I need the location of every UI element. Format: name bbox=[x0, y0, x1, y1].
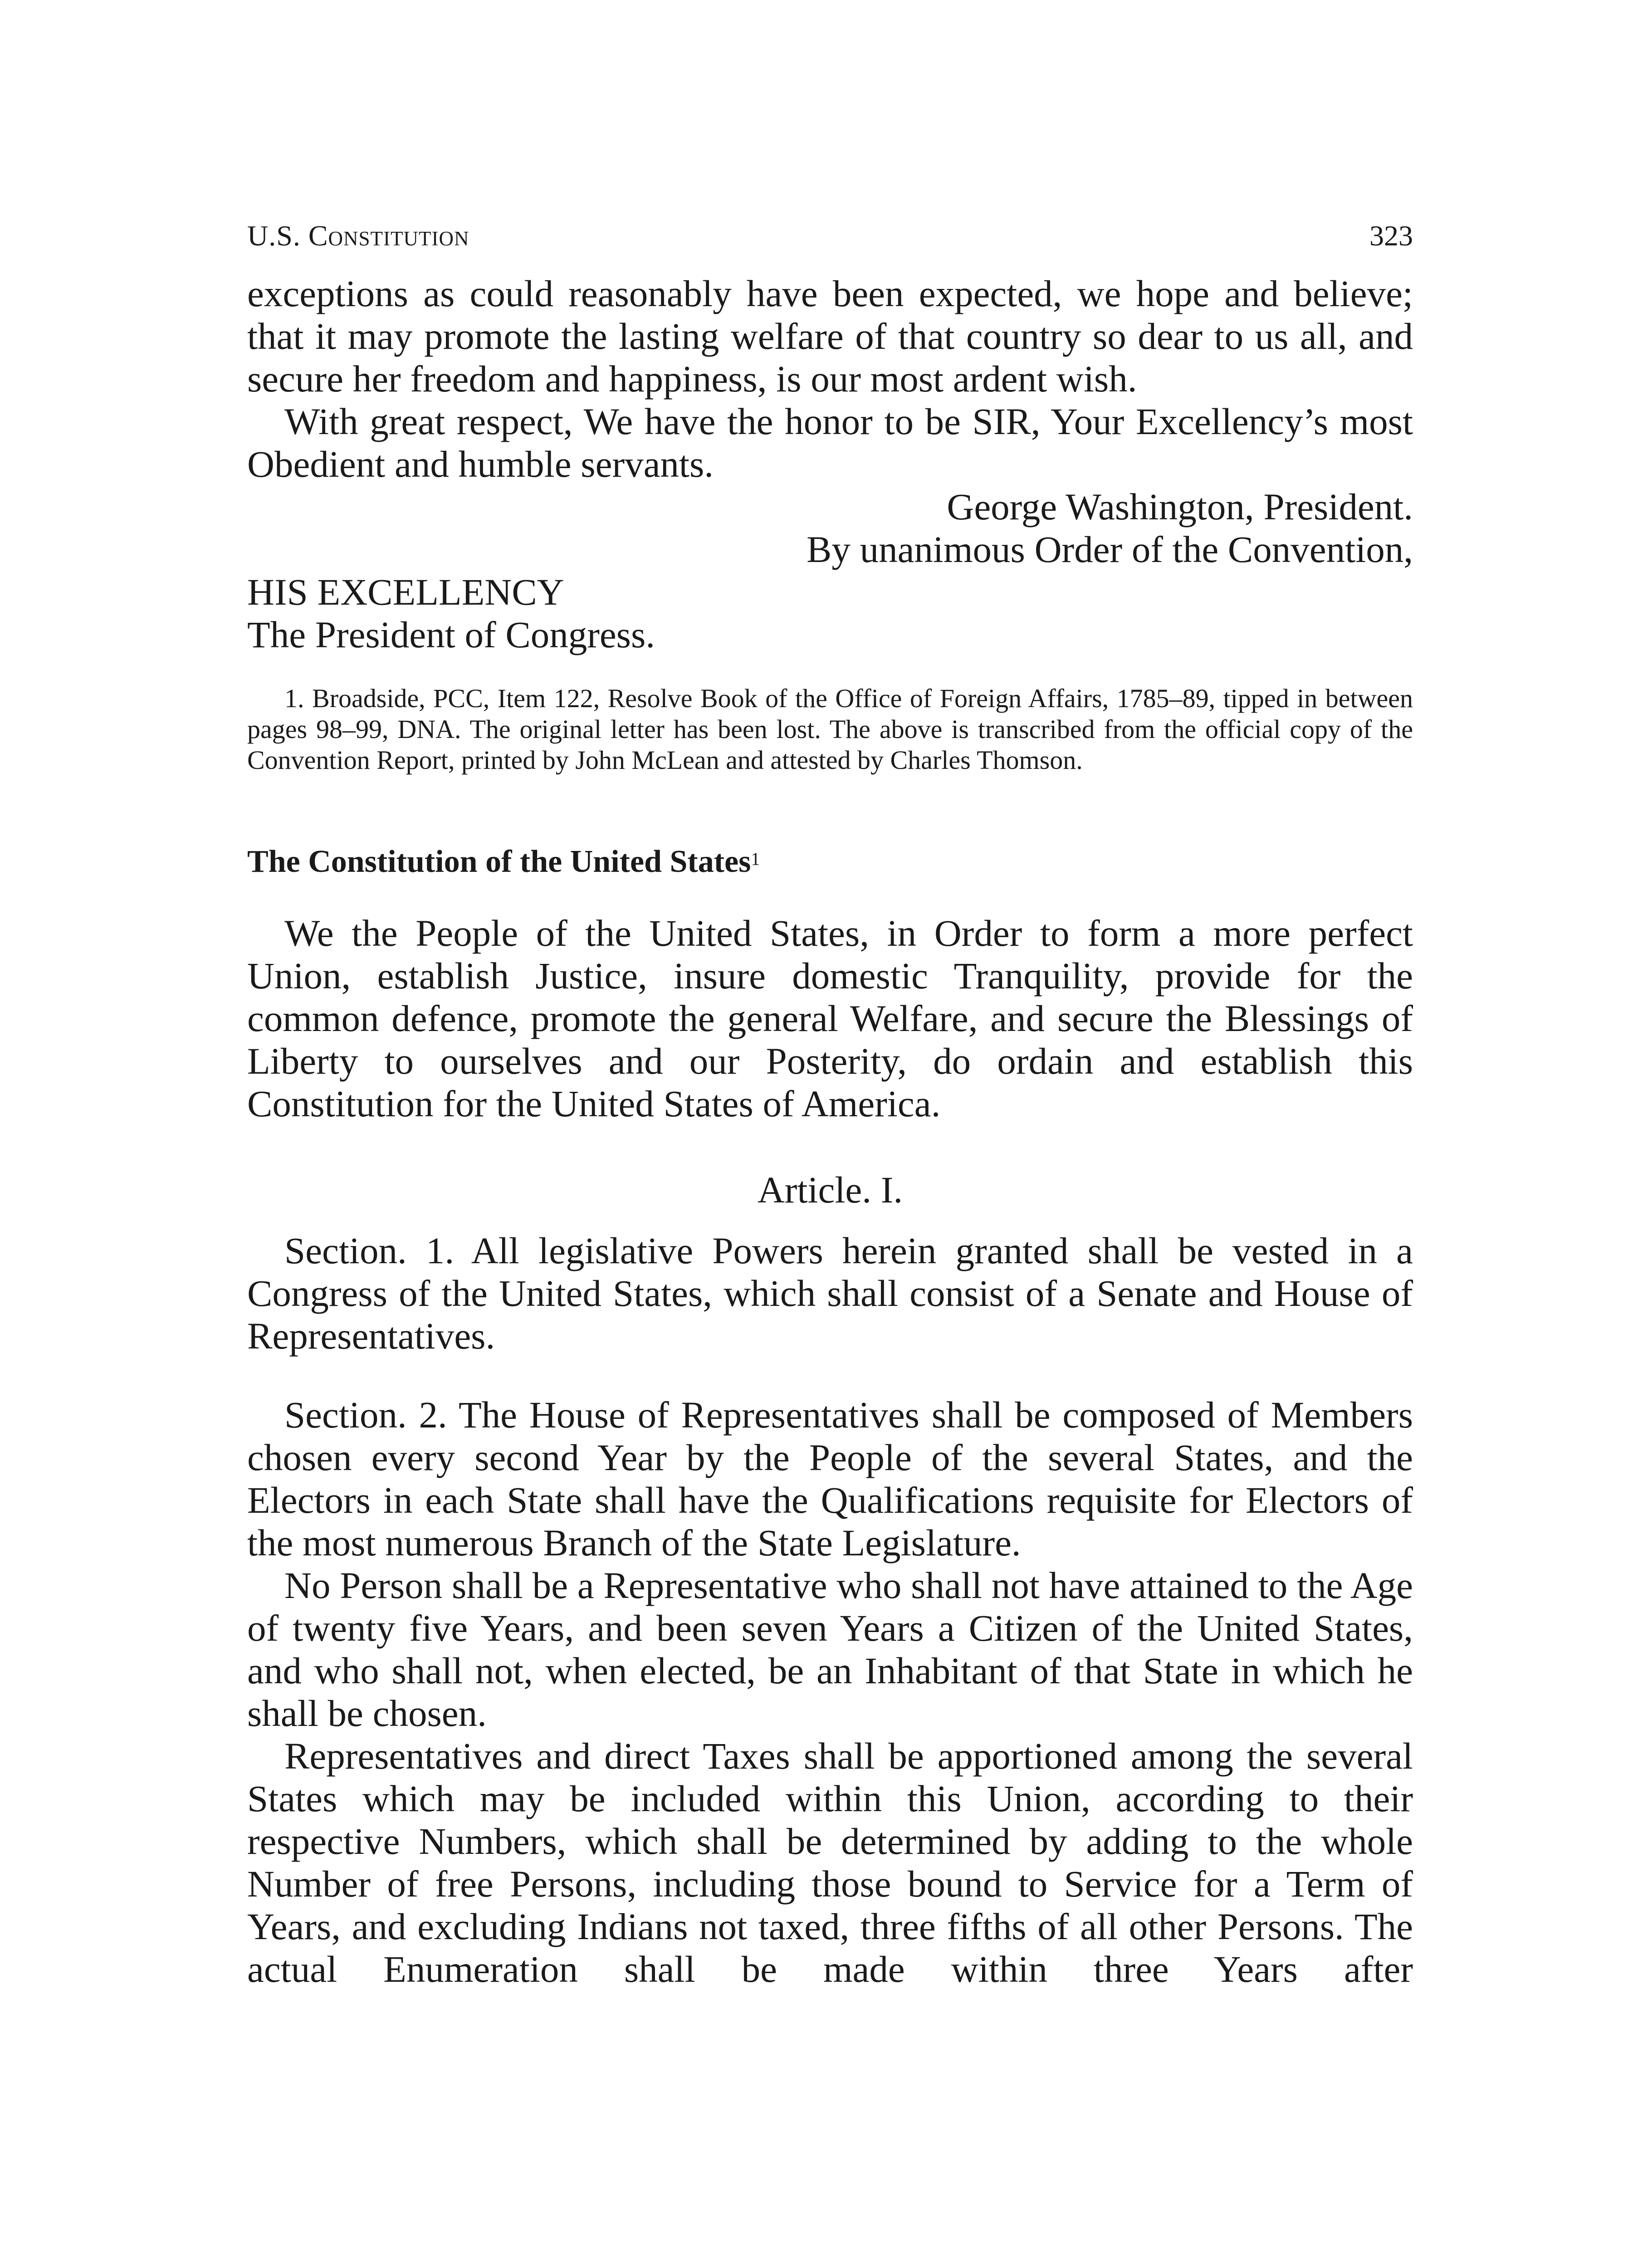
constitution-heading bbox=[247, 844, 1413, 880]
letter-paragraph-1: exceptions as could reasonably have been expected, we hope and believe; that it may promote the lasting welfare of that country so dear to us all, and secure her freedom and happiness, is our most ardent wish. bbox=[247, 273, 1413, 400]
footnote bbox=[247, 683, 1413, 776]
running-head bbox=[247, 218, 1413, 272]
constitution-heading-note: 1 bbox=[751, 849, 760, 869]
document-page bbox=[247, 218, 1413, 1990]
letter-addressee-line-1: HIS EXCELLENCY bbox=[247, 571, 564, 613]
footnote-text: 1. Broadside, PCC, Item 122, Resolve Book of the Office of Foreign Affairs, 1785–89, tipped in between pages 98–99, DNA. The original letter has been lost. The above is transcribed from the official copy of the Convention Report, printed by John McLean and attested by Charles Thomson. bbox=[247, 684, 1413, 775]
page-number: 323 bbox=[1369, 220, 1413, 252]
letter-closing bbox=[247, 272, 1413, 656]
preamble: We the People of the United States, in Order to form a more perfect Union, establish Justice, insure domestic Tranquility, provide for the common defence, promote the general Welfare, and secure the Blessings of Liberty to ourselves and our Posterity, do ordain and establish this Constitution for the United States of America. bbox=[247, 912, 1413, 1124]
running-head-title: U.S. Constitution bbox=[247, 220, 469, 252]
letter-signature: George Washington, President. bbox=[947, 486, 1413, 528]
section-2-paragraph-2: No Person shall be a Representative who shall not have attained to the Age of twenty five Years, and been seven Years a Citizen of the United States, and who shall not, when elected, be an Inhabitant of that State in which he shall be chosen. bbox=[247, 1564, 1413, 1734]
letter-order: By unanimous Order of the Convention, bbox=[806, 528, 1413, 570]
section-2-paragraph-3: Representatives and direct Taxes shall be apportioned among the several States which may be included within this Union, according to their respective Numbers, which shall be determined by adding to the whole Number of free Persons, including those bound to Service for a Term of Years, and excluding Indians not taxed, three fifths of all other Persons. The actual Enumeration shall be made within three Years after bbox=[247, 1735, 1413, 1990]
section-2-paragraph-1: Section. 2. The House of Representatives shall be composed of Members chosen every second Year by the People of the several States, and the Electors in each State shall have the Qualifications requisite for Electors of the most numerous Branch of the State Legislature. bbox=[247, 1394, 1413, 1564]
letter-paragraph-2: With great respect, We have the honor to be SIR, Your Excellency’s most Obedient and humble servants. bbox=[247, 401, 1413, 485]
article-heading: Article. I. bbox=[757, 1169, 903, 1211]
letter-addressee-line-2: The President of Congress. bbox=[247, 614, 655, 655]
section-1: Section. 1. All legislative Powers herein granted shall be vested in a Congress of the United States, which shall consist of a Senate and House of Representatives. bbox=[247, 1230, 1413, 1357]
constitution-heading-text: The Constitution of the United States bbox=[247, 844, 751, 879]
